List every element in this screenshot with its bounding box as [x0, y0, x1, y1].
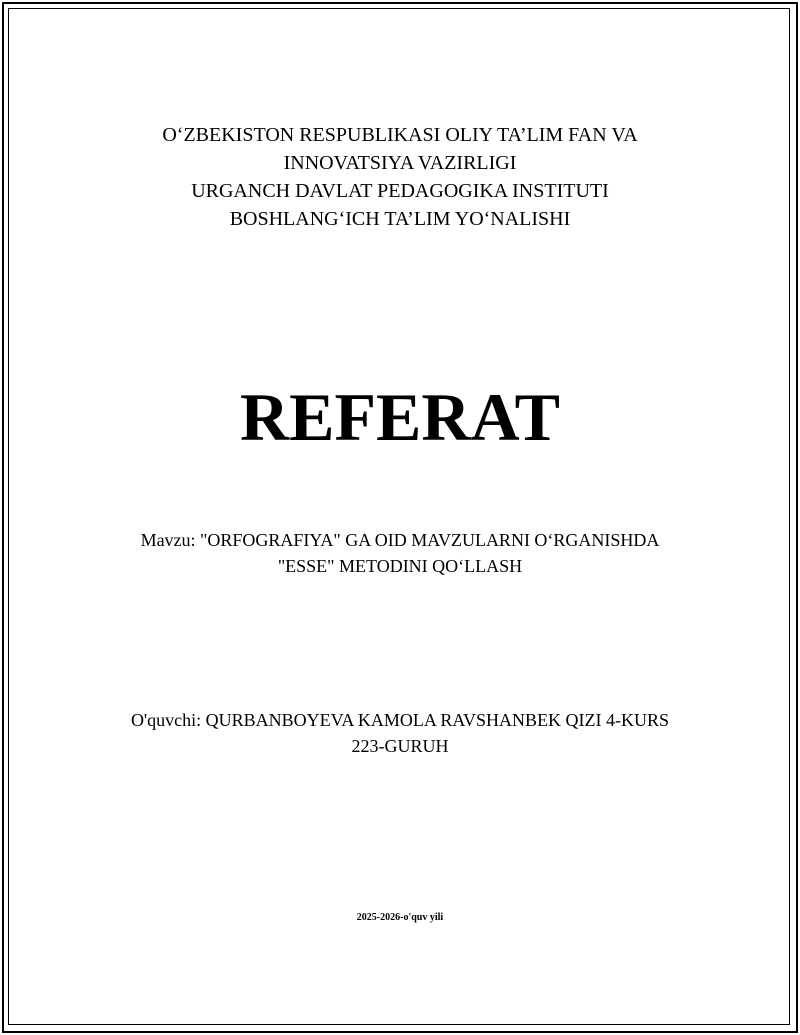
- topic-line-1: Mavzu: "ORFOGRAFIYA" GA OID MAVZULARNI O‘RGANISHDA: [140, 530, 660, 550]
- topic-line-2: "ESSE" METODINI QO‘LLASH: [277, 556, 523, 576]
- header-line-ministry-1: O‘ZBEKISTON RESPUBLIKASI OLIY TA’LIM FAN VA: [162, 124, 638, 146]
- institution-header: [0, 121, 800, 233]
- student-line-1: O'quvchi: QURBANBOYEVA KAMOLA RAVSHANBEK QIZI 4-KURS: [130, 710, 670, 730]
- academic-year: 2025-2026-o'quv yili: [356, 912, 444, 923]
- header-line-department: BOSHLANG‘ICH TA’LIM YO‘NALISHI: [229, 208, 571, 230]
- header-line-ministry-2: INNOVATSIYA VAZIRLIGI: [283, 152, 517, 174]
- document-title: REFERAT: [240, 379, 560, 455]
- student-line-2: 223-GURUH: [351, 736, 449, 756]
- student-block: [0, 707, 800, 759]
- topic-block: [0, 527, 800, 579]
- header-line-institute: URGANCH DAVLAT PEDAGOGIKA INSTITUTI: [191, 180, 609, 202]
